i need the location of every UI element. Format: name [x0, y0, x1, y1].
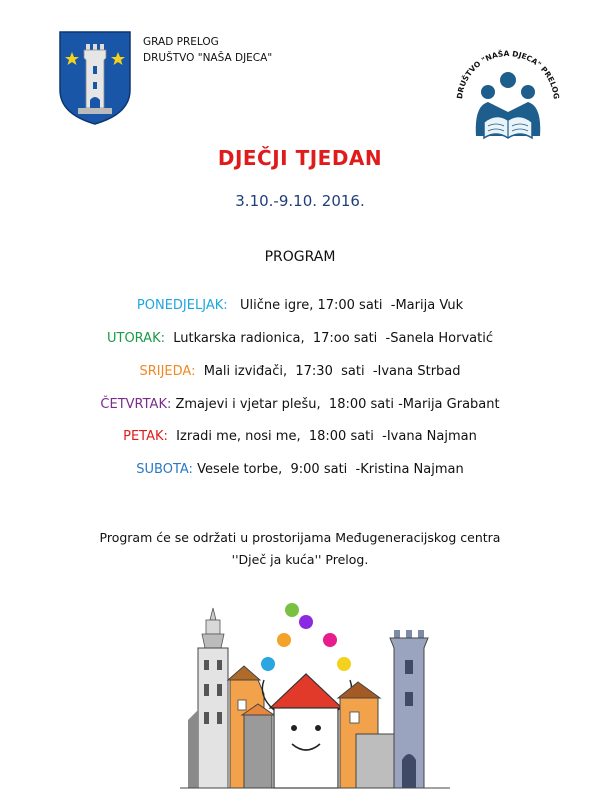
program-day: SRIJEDA:	[139, 364, 196, 379]
program-details: Mali izviđači, 17:30 sati -Ivana Strbad	[195, 364, 461, 379]
logo-ring-text: DRUŠTVO "NAŠA DJECA" PRELOG	[455, 48, 561, 100]
program-row-thursday	[0, 397, 600, 412]
program-details: Zmajevi i vjetar plešu, 18:00 sati -Marija Grabant	[171, 397, 500, 412]
program-row-friday	[0, 429, 600, 444]
program-row-monday	[0, 298, 600, 313]
program-row-saturday	[0, 462, 600, 477]
program-day: ČETVRTAK:	[100, 397, 172, 412]
program-day: UTORAK:	[106, 331, 165, 346]
event-title: DJEČJI TJEDAN	[217, 146, 383, 170]
header-city: GRAD PRELOG	[143, 36, 219, 48]
town-illustration-icon	[180, 600, 450, 790]
event-dates: 3.10.-9.10. 2016.	[235, 192, 365, 210]
header-association: DRUŠTVO "NAŠA DJECA"	[143, 52, 273, 64]
header-organizations	[143, 34, 272, 66]
venue-line-2: ''Dječ ja kuća'' Prelog.	[231, 552, 369, 567]
program-details: Ulične igre, 17:00 sati -Marija Vuk	[227, 298, 464, 313]
venue-note	[0, 527, 600, 571]
nasa-djeca-logo-icon	[448, 40, 568, 150]
program-day: SUBOTA:	[136, 462, 193, 477]
program-heading: PROGRAM	[264, 249, 336, 265]
program-details: Vesele torbe, 9:00 sati -Kristina Najman	[192, 462, 464, 477]
prelog-coat-of-arms-icon	[58, 30, 132, 126]
program-day: PETAK:	[123, 429, 168, 444]
program-row-tuesday	[0, 331, 600, 346]
program-row-wednesday	[0, 364, 600, 379]
program-details: Izradi me, nosi me, 18:00 sati -Ivana Najman	[167, 429, 477, 444]
program-details: Lutkarska radionica, 17:oo sati -Sanela Horvatić	[164, 331, 493, 346]
program-day: PONEDJELJAK:	[136, 298, 228, 313]
venue-line-1: Program će se održati u prostorijama Međugeneracijskog centra	[99, 530, 501, 545]
